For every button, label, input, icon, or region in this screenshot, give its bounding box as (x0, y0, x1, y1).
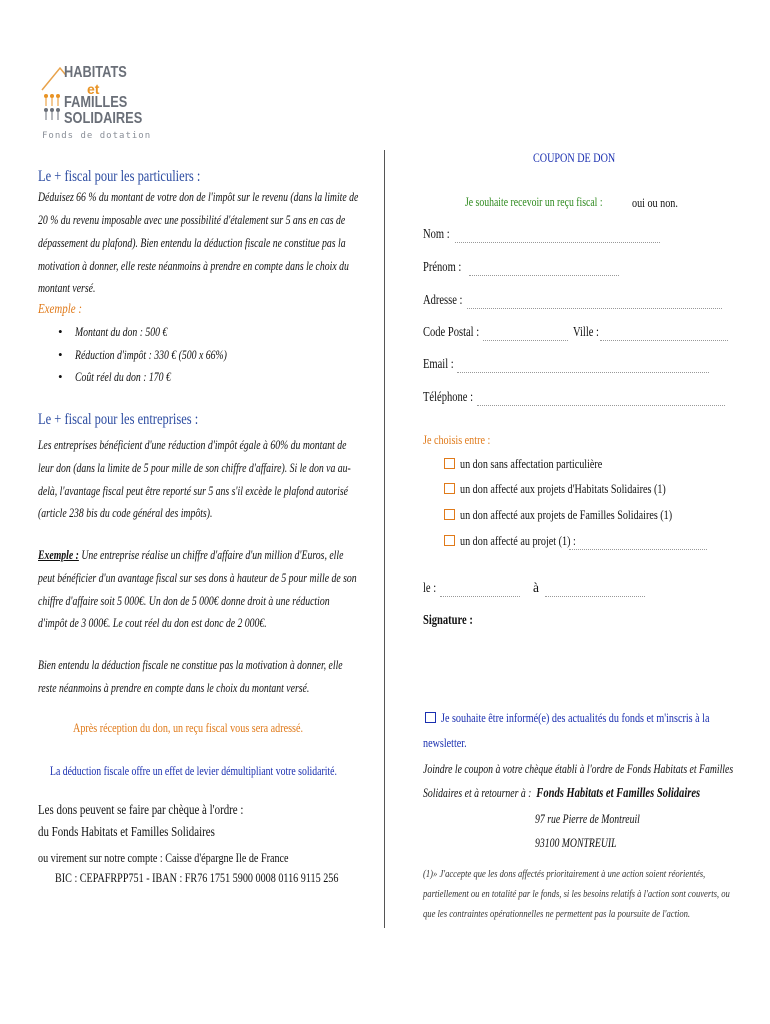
newsletter-line-2: newsletter. (423, 735, 467, 750)
logo-fonds: Fonds de dotation (42, 131, 152, 141)
code-postal-field[interactable] (423, 324, 495, 340)
newsletter-option[interactable]: Je souhaite être informé(e) des actualités du fonds et m'inscris à la (425, 710, 770, 726)
logo-familles: FAMILLES (64, 94, 128, 111)
email-field[interactable] (423, 356, 462, 372)
exemple2-line-1: Exemple : Une entreprise réalise un chiffre d'affaire d'un million d'Euros, elle (38, 548, 344, 562)
choice-option[interactable]: un don affecté aux projets d'Habitats Solidaires (1) (444, 481, 724, 497)
footnote-line-2: partiellement ou en totalité par le fonds, si les besoins relatifs à l'action sont couverts, ou (423, 888, 730, 900)
checkbox-icon[interactable] (444, 458, 455, 469)
checkbox-icon[interactable] (444, 509, 455, 520)
choice-option[interactable]: un don sans affectation particulière (444, 456, 642, 472)
bullet-item: • Coût réel du don : 170 € (58, 370, 171, 384)
logo-et: et (87, 81, 100, 97)
cheque-line-1: Les dons peuvent se faire par chèque à l'ordre : (38, 803, 244, 818)
telephone-field[interactable] (423, 389, 487, 405)
checkbox-icon[interactable] (425, 712, 436, 723)
particuliers-line-5: montant versé. (38, 281, 96, 295)
ville-label: Ville : (573, 324, 599, 339)
ville-field[interactable] (573, 324, 606, 340)
telephone-label: Téléphone : (423, 389, 474, 404)
recu-question: Je souhaite recevoir un reçu fiscal : (465, 195, 603, 209)
levier-note: La déduction fiscale offre un effet de levier démultipliant votre solidarité. (50, 764, 337, 778)
entreprises-line-2: leur don (dans la limite de 5 pour mille de son chiffre d'affaire). Si le don va au- (38, 461, 351, 475)
particuliers-line-2: 20 % du revenu imposable avec une possibilité d'étalement sur 5 ans en cas de (38, 213, 346, 227)
bullet-item: • Montant du don : 500 € (58, 325, 168, 339)
footnote-line-1: (1)» J'accepte que les dons affectés prioritairement à une action soient réorientés, (423, 868, 706, 880)
entreprises-line-3: delà, l'avantage fiscal peut être reporté sur 5 ans s'il excède le plafond autorisé (38, 484, 348, 498)
exemple2-line-4: d'impôt de 3 000€. Le cout réel du don est donc de 2 000€. (38, 616, 267, 630)
address-line-2: 93100 MONTREUIL (535, 836, 617, 850)
cheque-line-2: du Fonds Habitats et Familles Solidaires (38, 825, 215, 840)
address-line-1: 97 rue Pierre de Montreuil (535, 812, 640, 826)
particuliers-line-4: motivation à donner, elle reste néanmoins à prendre en compte dans le choix du (38, 259, 349, 273)
code-postal-label: Code Postal : (423, 324, 480, 339)
choice-option[interactable]: un don affecté aux projets de Familles Solidaires (1) (444, 507, 732, 523)
particuliers-line-3: dépassement du plafond). Bien entendu la déduction fiscale ne constitue pas la (38, 236, 346, 250)
entreprises-line-4: (article 238 bis du code général des impôts). (38, 506, 213, 520)
checkbox-icon[interactable] (444, 483, 455, 494)
recu-note: Après réception du don, un reçu fiscal vous sera adressé. (73, 720, 304, 735)
a-label: à (533, 580, 539, 595)
adresse-field[interactable] (423, 292, 474, 308)
entreprises-line-1: Les entreprises bénéficient d'une réduction d'impôt égale à 60% du montant de (38, 438, 347, 452)
virement-line: ou virement sur notre compte : Caisse d'épargne Ile de France (38, 850, 289, 865)
particuliers-line-1: Déduisez 66 % du montant de votre don de l'impôt sur le revenu (dans la limite de (38, 190, 359, 204)
logo (40, 60, 160, 150)
bien-line-2: reste néanmoins à prendre en compte dans le choix du montant versé. (38, 681, 310, 695)
adresse-label: Adresse : (423, 292, 463, 307)
logo-people-icon (40, 64, 66, 124)
particuliers-title: Le + fiscal pour les particuliers : (38, 168, 201, 185)
signature-label: Signature : (423, 612, 473, 627)
bank-line: BIC : CEPAFRPP751 - IBAN : FR76 1751 5900 0008 0116 9115 256 (55, 870, 339, 885)
logo-habitats: HABITATS (64, 64, 127, 81)
prenom-label: Prénom : (423, 259, 462, 274)
exemple-label: Exemple : (38, 302, 82, 317)
checkbox-icon[interactable] (444, 535, 455, 546)
date-field[interactable] (423, 580, 440, 596)
recu-options[interactable]: oui ou non. (632, 195, 678, 210)
email-label: Email : (423, 356, 454, 371)
le-label: le : (423, 580, 437, 595)
coupon-title: COUPON DE DON (533, 150, 616, 165)
nom-label: Nom : (423, 226, 450, 241)
logo-solidaires: SOLIDAIRES (64, 110, 143, 127)
prenom-field[interactable] (423, 259, 472, 275)
entreprises-title: Le + fiscal pour les entreprises : (38, 411, 199, 428)
bien-line-1: Bien entendu la déduction fiscale ne constitue pas la motivation à donner, elle (38, 658, 343, 672)
joindre-line-1: Joindre le coupon à votre chèque établi à l'ordre de Fonds Habitats et Familles (423, 762, 734, 776)
bullet-item: • Réduction d'impôt : 330 € (500 x 66%) (58, 348, 227, 362)
exemple2-line-2: peut bénéficier d'un avantage fiscal sur ses dons à hauteur de 5 pour mille de son (38, 571, 357, 585)
joindre-line-2: Solidaires et à retourner à : Fonds Habitats et Familles Solidaires (423, 785, 701, 800)
nom-field[interactable] (423, 226, 457, 242)
choisis-label: Je choisis entre : (423, 432, 491, 447)
choice-option[interactable]: un don affecté au projet (1) : (444, 533, 608, 549)
lieu-field[interactable] (533, 580, 539, 596)
footnote-line-3: que les contraintes opérationnelles ne permettent pas la poursuite de l'action. (423, 908, 691, 920)
exemple2-line-3: chiffre d'affaire soit 5 000€. Un don de 5 000€ donne droit à une réduction (38, 594, 330, 608)
